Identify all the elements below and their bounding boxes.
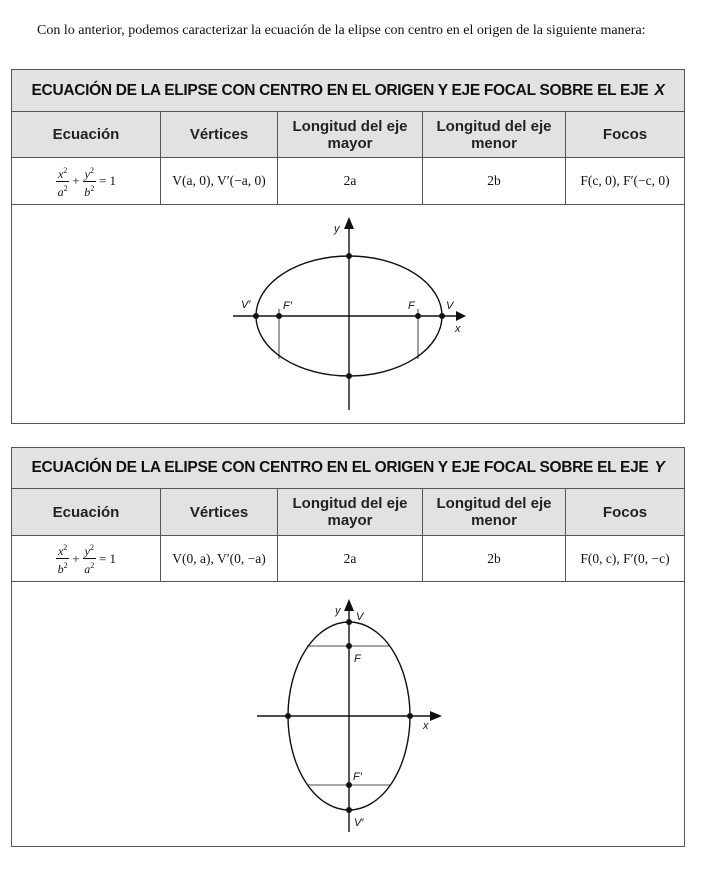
- equation-cell: [12, 536, 161, 581]
- data-row: [12, 158, 684, 205]
- fraction-x: $\frac{x^2}{a^2}$: [57, 165, 68, 199]
- x-axis-arrow: [456, 311, 466, 321]
- ellipse-equation: $\frac{x^2}{b^2}$ + $\frac{y^2}{a^2}$ = 1: [57, 543, 117, 576]
- vertices-cell: V(a, 0), V′(−a, 0): [161, 158, 278, 204]
- label-focus-left: F′: [283, 300, 292, 312]
- vertex-bottom-point: [346, 807, 352, 813]
- covertex-left-point: [285, 713, 291, 719]
- ellipse-figure-vertical: [12, 582, 684, 846]
- header-minor-axis: Longitud del eje menor: [423, 112, 566, 157]
- minor-length-cell: 2b: [423, 536, 566, 581]
- label-vertex-top: V: [356, 611, 364, 623]
- table-title-text: ECUACIÓN DE LA ELIPSE CON CENTRO EN EL ORIGEN Y EJE FOCAL SOBRE EL EJE: [31, 81, 649, 99]
- ellipse-figure-horizontal: [12, 205, 684, 423]
- y-axis-arrow: [344, 599, 354, 611]
- header-row: [12, 112, 684, 158]
- vertices-cell: V(0, a), V′(0, −a): [161, 536, 278, 581]
- data-row: [12, 536, 684, 582]
- intro-paragraph: Con lo anterior, podemos caracterizar la ecuación de la elipse con centro en el origen de la siguiente manera:: [37, 23, 646, 38]
- ellipse-equation: $\frac{x^2}{a^2}$ + $\frac{y^2}{b^2}$ = 1: [57, 165, 117, 199]
- header-equation: Ecuación: [12, 112, 161, 157]
- header-vertices: Vértices: [161, 489, 278, 535]
- ellipse-table-x-axis: [11, 69, 685, 424]
- label-y: y: [335, 605, 341, 617]
- header-foci: Focos: [602, 126, 648, 143]
- table-title-axis: X: [654, 81, 665, 99]
- foci-cell: F(0, c), F′(0, −c): [580, 550, 670, 566]
- header-minor-axis: Longitud del eje menor: [423, 489, 566, 535]
- focus-left-point: [276, 313, 282, 319]
- major-length-cell: 2a: [278, 158, 423, 204]
- major-length-cell: 2a: [278, 536, 423, 581]
- covertex-top-point: [346, 253, 352, 259]
- table-title: [12, 70, 684, 112]
- x-axis-arrow: [430, 711, 442, 721]
- header-foci: Focos: [602, 503, 648, 521]
- label-focus-right: F: [408, 300, 415, 312]
- vertex-right-point: [439, 313, 445, 319]
- label-vertex-left: V′: [241, 299, 251, 311]
- table-title: [12, 448, 684, 489]
- fraction-y: $\frac{y^2}{b^2}$: [84, 165, 95, 199]
- ellipse-diagram-vertical: [12, 582, 684, 846]
- fraction-x: $\frac{x^2}{b^2}$: [57, 543, 68, 576]
- ellipse-table-y-axis: [11, 447, 685, 847]
- fraction-y: $\frac{y^2}{a^2}$: [84, 543, 95, 576]
- y-axis-arrow: [344, 217, 354, 229]
- label-y: y: [334, 223, 340, 235]
- equation-cell: [12, 158, 161, 204]
- table-title-axis: Y: [654, 459, 665, 476]
- vertex-left-point: [253, 313, 259, 319]
- header-major-axis: Longitud del eje mayor: [278, 112, 423, 157]
- foci-cell: F(c, 0), F′(−c, 0): [580, 173, 670, 188]
- focus-bottom-point: [346, 782, 352, 788]
- vertex-top-point: [346, 619, 352, 625]
- minor-length-cell: 2b: [423, 158, 566, 204]
- label-focus-top: F: [354, 653, 361, 665]
- header-vertices: Vértices: [161, 112, 278, 157]
- label-vertex-right: V: [446, 300, 454, 312]
- focus-right-point: [415, 313, 421, 319]
- label-x: x: [423, 720, 429, 732]
- label-x: x: [455, 323, 461, 335]
- ellipse-diagram-horizontal: [12, 205, 684, 423]
- header-row: [12, 489, 684, 536]
- label-focus-bottom: F′: [353, 771, 362, 783]
- header-major-axis: Longitud del eje mayor: [278, 489, 423, 535]
- focus-top-point: [346, 643, 352, 649]
- table-title-text: ECUACIÓN DE LA ELIPSE CON CENTRO EN EL ORIGEN Y EJE FOCAL SOBRE EL EJE: [31, 459, 649, 476]
- label-vertex-bottom: V′: [354, 817, 364, 829]
- header-equation: Ecuación: [12, 489, 161, 535]
- covertex-bottom-point: [346, 373, 352, 379]
- covertex-right-point: [407, 713, 413, 719]
